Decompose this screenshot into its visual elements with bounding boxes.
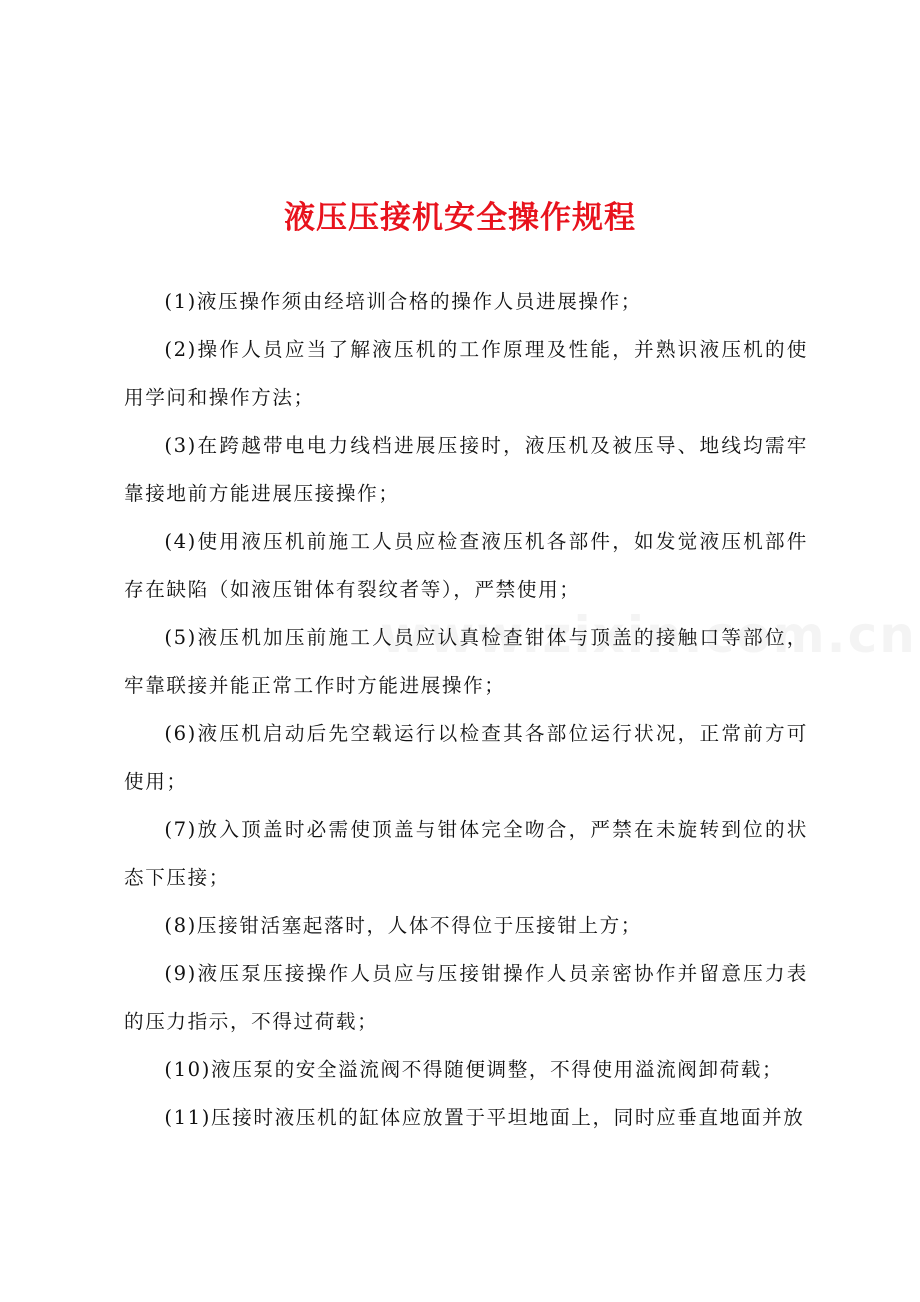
paragraph-3: (3)在跨越带电电力线档进展压接时，液压机及被压导、地线均需牢靠接地前方能进展压接操作； [124,434,808,505]
paragraph-2: (2)操作人员应当了解液压机的工作原理及性能，并熟识液压机的使用学问和操作方法； [124,338,808,409]
document-title: 液压压接机安全操作规程 [284,200,636,236]
paragraph-5: (5)液压机加压前施工人员应认真检查钳体与顶盖的接触口等部位，牢靠联接并能正常工作时方能进展操作； [124,626,808,697]
paragraph-8: (8)压接钳活塞起落时，人体不得位于压接钳上方； [164,914,642,937]
paragraph-4: (4)使用液压机前施工人员应检查液压机各部件，如发觉液压机部件存在缺陷（如液压钳体有裂纹者等），严禁使用； [124,530,808,601]
paragraph-6: (6)液压机启动后先空载运行以检查其各部位运行状况，正常前方可使用； [124,722,808,793]
document-body [124,278,808,1142]
paragraph-9: (9)液压泵压接操作人员应与压接钳操作人员亲密协作并留意压力表的压力指示，不得过荷载； [124,962,808,1033]
paragraph-7: (7)放入顶盖时必需使顶盖与钳体完全吻合，严禁在未旋转到位的状态下压接； [124,818,808,889]
paragraph-1: (1)液压操作须由经培训合格的操作人员进展操作； [164,290,642,313]
paragraph-11: (11)压接时液压机的缸体应放置于平坦地面上，同时应垂直地面并放 [164,1106,805,1129]
paragraph-10: (10)液压泵的安全溢流阀不得随便调整，不得使用溢流阀卸荷载； [164,1058,784,1081]
